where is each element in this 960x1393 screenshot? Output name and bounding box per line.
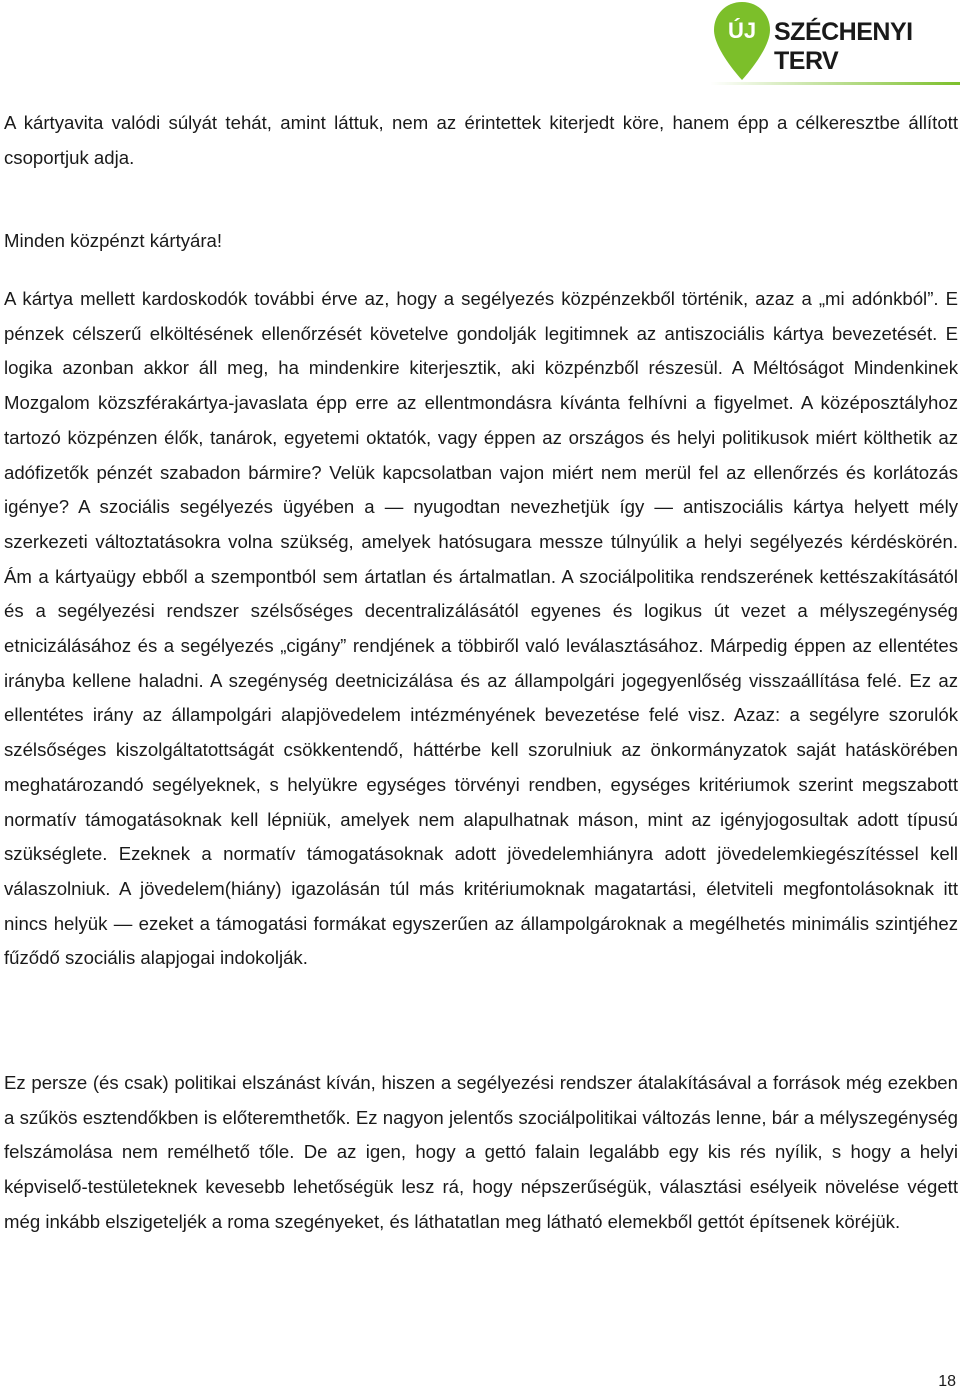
header-rule: [0, 82, 960, 85]
section-heading: Minden közpénzt kártyára!: [4, 230, 223, 251]
logo-badge: ÚJ: [727, 18, 757, 43]
page-number: 18: [938, 1373, 956, 1390]
paragraph-2: A kártya mellett kardoskodók további érve az, hogy a segélyezés közpénzekből történik, azaz a „mi adónkból”. E pénzek célszerű elköltésének ellenőrzését követelve gondolják legitimnek az antiszociális kártya bevezetését. E logika azonban akkor áll meg, ha mindenkire kiterjesztik, aki közpénzből részesül. A Méltóságot Mindenkinek Mozgalom közszférakártya-javaslata épp erre az ellentmondásra kívánta felhívni a figyelmet. A középosztályhoz tartozó közpénzen élők, tanárok, egyetemi oktatók, vagy éppen az országos és helyi politikusok miért költhetik az adófizetők pénzét szabadon bármire? Velük kapcsolatban vajon miért nem merül fel az ellenőrzés és korlátozás igénye? A szociális segélyezés ügyében a — nyugodtan nevezhetjük így — antiszociális kártya helyett mély szerkezeti változtatásokra volna szükség, amelyek hatósugara messze túlnyúlik a helyi segélyezés kérdéskörén. Ám a kártyaügy ebből a szempontból sem ártatlan és ártalmatlan. A szociálpolitika rendszerének kettészakításától és a segélyezési rendszer szélsőséges decentralizálásától egyenes és logikus út vezet a mélyszegénység etnicizálásához és a segélyezés „cigány” rendjének a többiről való leválasztásához. Márpedig éppen az ellentétes irányba kellene haladni. A szegénység deetnicizálása és az állampolgári jogegyenlőség visszaállítása felé. Ez az ellentétes irány az állampolgári alapjövedelem intézményének bevezetése felé visz. Azaz: a segélyre szorulók szélsőséges kiszolgáltatottságát csökkentendő, háttérbe kell szorulniuk az önkormányzatok saját hatáskörében meghatározandó segélyeknek, s helyükre egységes törvényi rendben, egységes kritériumok szerint megszabott normatív támogatásoknak kell lépniük, amelyek nem alapulhatnak máson, mint az igényjogosultak adott típusú szükséglete. Ezeknek a normatív támogatásoknak adott jövedelemhiányra adott jövedelemkiegészítéssel kell válaszolniuk. A jövedelem(hiány) igazolásán túl más kritériumoknak magatartási, életviteli megfontolásoknak itt nincs helyük — ezeket a támogatási formákat egyszerűen az állampolgároknak a megélhetés minimális szintjéhez fűződő szociális alapjogai indokolják.: [4, 288, 958, 969]
map-pin-icon: [710, 0, 774, 82]
paragraph-3: Ez persze (és csak) politikai elszánást kíván, hiszen a segélyezési rendszer átalakításával a források még ezekben a szűkös esztendőkben is előteremthetők. Ez nagyon jelentős szociálpolitikai változás lenne, bár a mélyszegénység felszámolása nem remélhető tőle. De az igen, hogy a gettó falain legalább egy kis rés nyílik, s hogy a helyi képviselő-testületeknek kevesebb lehetőségük lesz rá, hogy népszerűségük, választási esélyeik növelése végett még inkább elszigeteljék a roma szegényeket, és láthatatlan meg látható elemekből gettót építsenek köréjük.: [4, 1072, 958, 1232]
szechenyi-terv-logo: [710, 0, 960, 82]
logo-text: SZÉCHENYI TERV: [774, 18, 913, 75]
paragraph-1: A kártyavita valódi súlyát tehát, amint láttuk, nem az érintettek kiterjedt köre, hanem épp a célkeresztbe állított csoportjuk adja.: [4, 112, 958, 168]
